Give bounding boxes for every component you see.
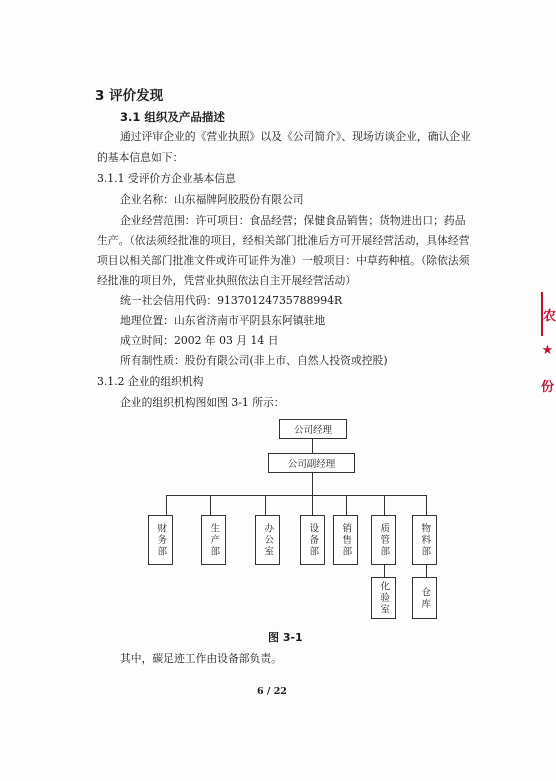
company-name: 企业名称：山东福牌阿胶股份有限公司 [120,193,304,206]
org-box-manager [279,419,347,439]
connector [426,565,427,577]
org-box-finance [148,515,173,565]
org-box-deputy [268,453,355,473]
connector [426,495,427,515]
stamp-bottom [541,372,554,398]
subsubsection-heading-312: 3.1.2 企业的组织机构 [97,375,204,388]
org-box-sales-label: 销售部 [340,522,352,558]
org-box-warehouse-label: 仓库 [419,586,431,610]
business-scope-line-1: 企业经营范围：许可项目：食品经营；保健食品销售；货物进出口；药品 [120,214,466,227]
connector [346,495,347,515]
intro-line-1: 通过评审企业的《营业执照》以及《公司简介》、现场访谈企业，确认企业 [120,130,471,143]
connector [312,495,313,515]
closing-text: 其中，碳足迹工作由设备部负责。 [120,652,282,665]
stamp-char-bottom: 份 [541,379,555,395]
org-box-lab [371,577,396,619]
org-box-equipment [300,515,325,565]
org-box-production-label: 生产部 [208,522,220,558]
business-scope-line-2: 生产。（依法须经批准的项目，经相关部门批准后方可开展经营活动，具体经营 [97,234,470,247]
star-icon: ★ [541,342,554,358]
connector [384,495,385,515]
org-box-materials [412,515,437,565]
org-box-materials-label: 物料部 [419,522,431,558]
subsection-heading: 3.1 组织及产品描述 [120,110,225,124]
stamp-top [541,292,556,336]
intro-line-2: 的基本信息如下： [97,151,184,164]
stamp-char-top: 农 [543,308,556,324]
connector [210,495,211,515]
founded-date: 成立时间：2002 年 03 月 14 日 [120,334,279,347]
connector [166,495,167,515]
page-number: 6 / 22 [257,686,287,697]
connector [384,565,385,577]
connector [312,473,313,495]
figure-caption: 图 3-1 [268,631,303,644]
org-box-equipment-label: 设备部 [307,522,319,558]
org-box-production [201,515,226,565]
connector [265,495,266,515]
org-box-office-label: 办公室 [262,522,274,558]
org-box-warehouse [412,577,437,619]
connector [166,495,427,496]
ownership-type: 所有制性质：股份有限公司(非上市、自然人投资或控股) [120,354,388,367]
location: 地理位置：山东省济南市平阴县东阿镇驻地 [120,314,326,327]
business-scope-line-3: 项目以相关部门批准文件或许可证件为准）一般项目：中草药种植。（除依法须 [97,254,470,267]
org-box-manager-label: 公司经理 [293,425,332,436]
subsubsection-heading-311: 3.1.1 受评价方企业基本信息 [97,172,236,185]
section-heading: 3 评价发现 [95,88,164,104]
org-box-finance-label: 财务部 [155,522,167,558]
org-box-deputy-label: 公司副经理 [287,459,336,470]
org-box-lab-label: 化验室 [378,580,390,616]
org-box-sales [333,515,358,565]
org-box-office [255,515,280,565]
business-scope-line-4: 经批准的项目外，凭营业执照依法自主开展经营活动） [97,274,357,287]
org-box-quality-label: 质管部 [378,522,390,558]
connector [312,439,313,453]
org-chart-intro: 企业的组织机构图如图 3-1 所示： [120,396,285,409]
credit-code: 统一社会信用代码：91370124735788994R [120,294,343,307]
org-box-quality [371,515,396,565]
